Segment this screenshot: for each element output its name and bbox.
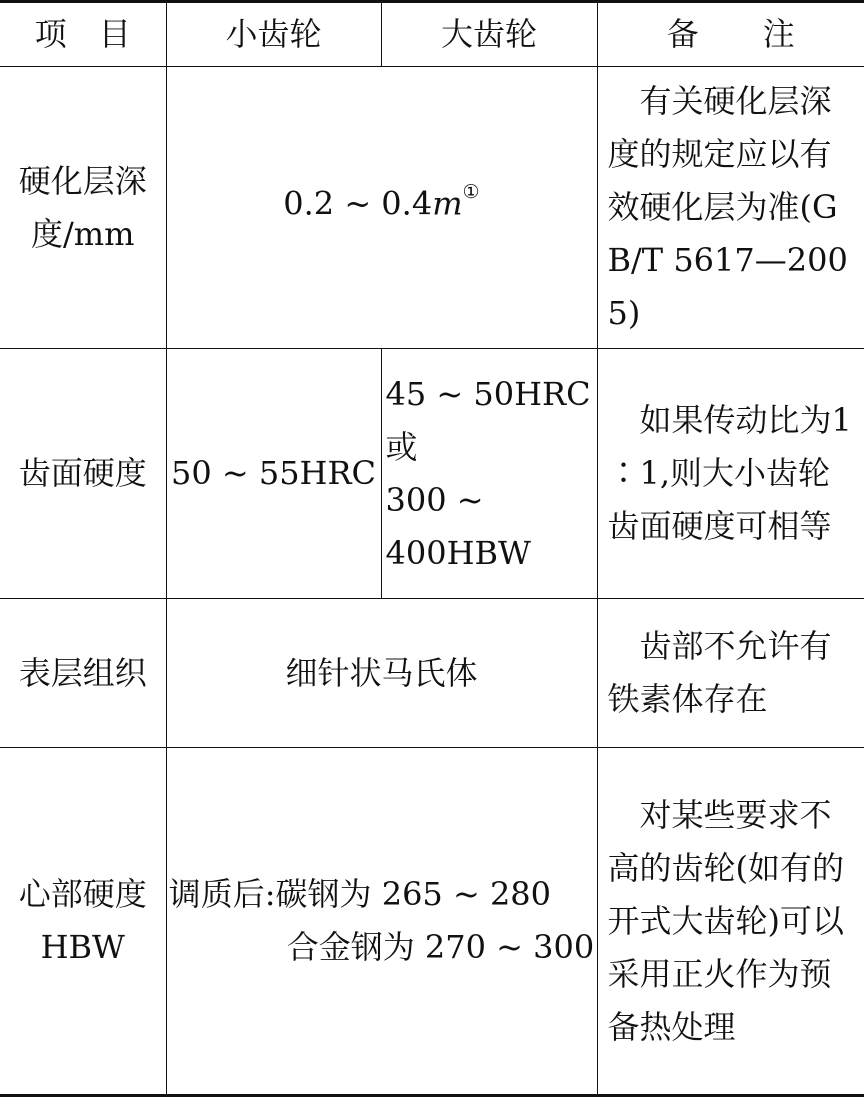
remark-cell [597, 599, 864, 748]
core-hardness-value [166, 748, 597, 1096]
large-gear-hardness-line1: 45 ~ 50HRC 或 [385, 374, 591, 466]
large-gear-hardness [381, 349, 597, 599]
value-range: 0.2 ~ 0.4 [283, 184, 433, 223]
hardened-depth-value [166, 67, 597, 349]
large-gear-hardness-line2: 300 ~ 400HBW [385, 480, 531, 572]
header-small-gear: 小齿轮 [166, 2, 381, 67]
footnote-marker: ① [462, 179, 480, 203]
core-hardness-line1: 调质后:碳钢为 265 ~ 280 [168, 875, 552, 913]
table-row [0, 349, 864, 599]
table-row [0, 67, 864, 349]
row-label-line1: 心部硬度 [18, 875, 147, 913]
header-item: 项 目 [0, 2, 166, 67]
row-label: 齿面硬度 [0, 349, 166, 599]
small-gear-hardness: 50 ~ 55HRC [166, 349, 381, 599]
remark-text: 有关硬化层深度的规定应以有效硬化层为准(GB/T 5617—2005) [607, 82, 848, 332]
remark-text: 如果传动比为1∶1,则大小齿轮齿面硬度可相等 [607, 401, 852, 545]
header-remarks: 备 注 [597, 2, 864, 67]
remark-cell [597, 748, 864, 1096]
surface-structure-value: 细针状马氏体 [166, 599, 597, 748]
remark-cell [597, 349, 864, 599]
row-label-line2: HBW [40, 928, 125, 966]
table-row [0, 748, 864, 1096]
core-hardness-line2: 合金钢为 270 ~ 300 [286, 928, 595, 966]
module-variable: m [432, 184, 463, 223]
row-label: 表层组织 [0, 599, 166, 748]
core-hardness-lines [169, 868, 595, 974]
row-label [0, 67, 166, 349]
table-row [0, 599, 864, 748]
remark-text: 齿部不允许有铁素体存在 [607, 627, 832, 718]
header-row [0, 2, 864, 67]
remark-text: 对某些要求不高的齿轮(如有的开式大齿轮)可以采用正火作为预备热处理 [607, 795, 844, 1046]
row-label [0, 748, 166, 1096]
remark-cell [597, 67, 864, 349]
header-large-gear: 大齿轮 [381, 2, 597, 67]
row-label-text: 硬化层深度/mm [18, 161, 147, 253]
